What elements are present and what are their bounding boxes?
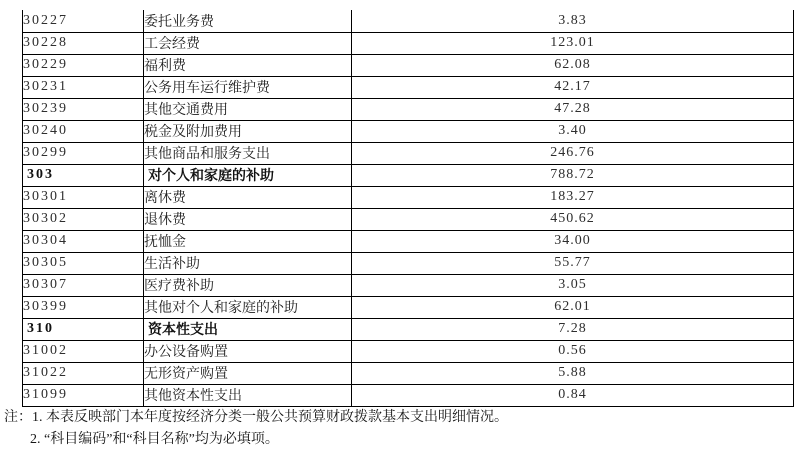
table-row [23,54,794,76]
budget-table-body [23,10,794,406]
amount-cell: 123.01 [352,32,794,54]
subject-name-cell: 其他对个人和家庭的补助 [144,296,352,318]
footnotes [4,407,508,451]
subject-name-cell: 税金及附加费用 [144,120,352,142]
subject-name-cell: 工会经费 [144,32,352,54]
budget-expenditure-table [22,10,794,407]
subject-name-cell: 离休费 [144,186,352,208]
subject-name-cell: 对个人和家庭的补助 [144,164,352,186]
subject-name-cell: 医疗费补助 [144,274,352,296]
subject-name-cell: 其他资本性支出 [144,384,352,406]
table-row [23,340,794,362]
amount-cell: 62.01 [352,296,794,318]
table-row [23,164,794,186]
table-row [23,98,794,120]
table-row [23,208,794,230]
table-row [23,230,794,252]
footnote-2: 2. “科目编码”和“科目名称”均为必填项。 [30,432,279,447]
amount-cell: 3.05 [352,274,794,296]
amount-cell: 62.08 [352,54,794,76]
subject-name-cell: 退休费 [144,208,352,230]
subject-code-cell: 30240 [23,120,144,142]
table-row [23,186,794,208]
table-row [23,318,794,340]
amount-cell: 788.72 [352,164,794,186]
subject-code-cell: 30231 [23,76,144,98]
amount-cell: 7.28 [352,318,794,340]
subject-code-cell: 310 [23,318,144,340]
table-row [23,296,794,318]
amount-cell: 246.76 [352,142,794,164]
subject-code-cell: 31002 [23,340,144,362]
subject-code-cell: 30307 [23,274,144,296]
amount-cell: 183.27 [352,186,794,208]
amount-cell: 5.88 [352,362,794,384]
subject-code-cell: 30302 [23,208,144,230]
subject-code-cell: 31099 [23,384,144,406]
amount-cell: 3.83 [352,10,794,32]
amount-cell: 34.00 [352,230,794,252]
subject-name-cell: 无形资产购置 [144,362,352,384]
subject-code-cell: 30399 [23,296,144,318]
subject-name-cell: 其他交通费用 [144,98,352,120]
amount-cell: 55.77 [352,252,794,274]
subject-name-cell: 办公设备购置 [144,340,352,362]
table-row [23,362,794,384]
amount-cell: 450.62 [352,208,794,230]
table-row [23,274,794,296]
table-row [23,32,794,54]
table-row [23,76,794,98]
subject-code-cell: 30228 [23,32,144,54]
table-row [23,384,794,406]
subject-name-cell: 抚恤金 [144,230,352,252]
subject-code-cell: 30229 [23,54,144,76]
amount-cell: 47.28 [352,98,794,120]
subject-name-cell: 其他商品和服务支出 [144,142,352,164]
subject-name-cell: 资本性支出 [144,318,352,340]
amount-cell: 42.17 [352,76,794,98]
table-row [23,252,794,274]
subject-code-cell: 30227 [23,10,144,32]
table-row [23,120,794,142]
subject-name-cell: 委托业务费 [144,10,352,32]
amount-cell: 0.56 [352,340,794,362]
amount-cell: 3.40 [352,120,794,142]
subject-code-cell: 31022 [23,362,144,384]
subject-name-cell: 生活补助 [144,252,352,274]
subject-code-cell: 30299 [23,142,144,164]
subject-name-cell: 福利费 [144,54,352,76]
table-row [23,10,794,32]
subject-code-cell: 30305 [23,252,144,274]
table-row [23,142,794,164]
subject-code-cell: 30301 [23,186,144,208]
amount-cell: 0.84 [352,384,794,406]
footnote-1: 注：1. 本表反映部门本年度按经济分类一般公共预算财政拨款基本支出明细情况。 [4,410,508,425]
subject-code-cell: 303 [23,164,144,186]
subject-name-cell: 公务用车运行维护费 [144,76,352,98]
subject-code-cell: 30304 [23,230,144,252]
subject-code-cell: 30239 [23,98,144,120]
